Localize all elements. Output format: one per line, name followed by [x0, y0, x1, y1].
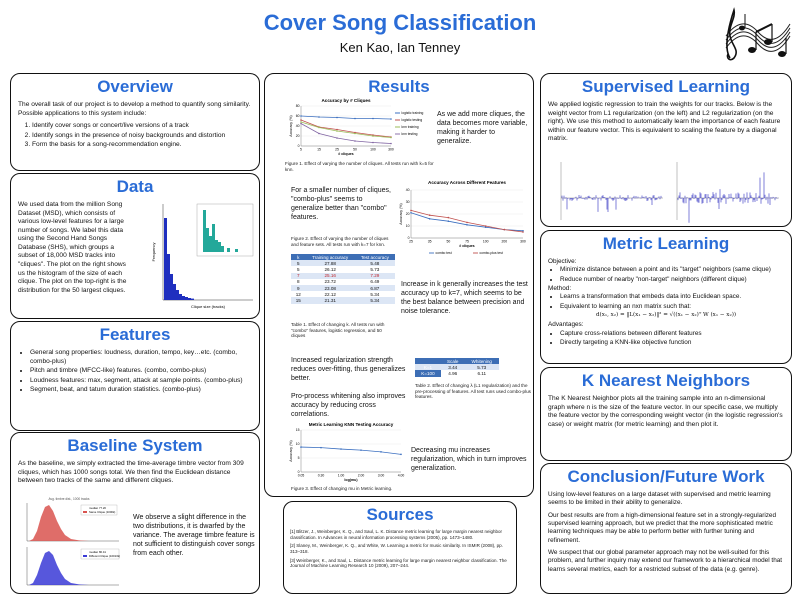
data-point	[300, 446, 302, 448]
table-cell: 5	[291, 260, 306, 266]
y-tick-label: 10	[405, 224, 410, 229]
list-item: • Minimize distance between a point and its "target" neighbors (same clique)	[560, 266, 784, 274]
chart-accuracy-by-cliques	[285, 96, 435, 160]
table-cell: K=100	[415, 370, 441, 376]
data-point	[318, 133, 320, 135]
table-cell: 5.34	[355, 297, 395, 303]
sources-heading: Sources	[366, 505, 434, 524]
supervised-panel	[540, 73, 792, 227]
table-cell: 7.29	[355, 273, 395, 279]
list-item: • Learns a transformation that embeds data into Euclidean space.	[560, 293, 784, 301]
table-cell: 5	[297, 266, 300, 272]
y-axis-label: Accuracy (%)	[289, 440, 293, 462]
x-tick-label: 15	[317, 147, 321, 152]
data-point	[448, 220, 450, 222]
supervised-text: We applied logistic regression to train the weights for our tracks. Below is the weight vector from L1 regularization (on the left) and L2 regularization (on the right). We use this method to automatically learn the importance of each feature within our feature vector. This is equivalent to scaling the feature by a diagonal matrix.	[548, 101, 781, 143]
table-cell: 3.44	[441, 364, 465, 370]
source-item: [3] Weinberger, K., and Saul, L. Distance metric learning for large margin nearest neighbor classification. The Journal of Machine Learning Research 10 (2009), 207–244.	[290, 557, 507, 569]
fig1-caption: Figure 1. Effect of varying the number of cliques. All tests run with k=5 for knn.	[285, 161, 434, 172]
legend-label: knn testing	[401, 132, 418, 136]
x-tick-label: 5	[300, 147, 302, 152]
x-tick-label: 35	[427, 239, 432, 244]
legend-label: logistic training	[401, 111, 424, 115]
data-point	[390, 143, 392, 145]
data-point	[380, 451, 382, 453]
conclusion-paragraph: Using low-level features on a large dataset with supervised and metric learning seems to be limited in their ability to generalize.	[548, 491, 771, 507]
poster-title: Cover Song Classification	[263, 10, 537, 35]
data-point	[410, 212, 412, 214]
list-item: 1. Identify cover songs or concert/live versions of a track	[32, 122, 252, 131]
data-point	[300, 121, 302, 123]
legend-label: logistic testing	[401, 118, 423, 122]
table-header: Scale	[441, 358, 465, 364]
features-list	[18, 349, 252, 395]
table-cell: 15	[291, 297, 306, 303]
table2-caption: Table 2. Effect of changing λ (L1 regularization) and the pre-processing of features. All test runs used combo-plus features.	[415, 383, 531, 400]
x-axis-label: # cliques	[459, 244, 475, 248]
data-point	[318, 127, 320, 129]
table-cell: 4.96	[448, 370, 458, 376]
table-cell: 5.73	[370, 266, 380, 272]
chart-metric-learning-knn	[285, 420, 407, 486]
fig3-note: Decreasing mu increases regularization, which in turn improves generalization.	[411, 447, 527, 473]
x-tick-label: 300	[388, 147, 394, 152]
x-tick-label: 0.30	[317, 473, 325, 478]
data-point	[372, 118, 374, 120]
table-cell: 22.12	[324, 291, 336, 297]
table-cell: 7	[291, 273, 306, 279]
conclusion-paragraph: Our best results are from a high-dimensional feature set in a strongly-regularized supervised learning approach, but we predict that the more sophisticated metric learning techniques may be able to perform better with further tuning and refinement.	[548, 511, 777, 544]
chart-accuracy-features	[395, 178, 533, 256]
baseline-plot-title: Avg. timbre dist., 1000 tracks	[48, 497, 90, 501]
table1-caption: Table 1. Effect of changing k. All tests run with "combo" features, logistic regression, and 50 cliques	[291, 322, 385, 339]
list-item: • Equivalent to learning an nxn matrix such that:	[560, 303, 784, 311]
y-tick-label: 20	[295, 134, 300, 139]
table-row	[291, 297, 395, 303]
y-axis-label: Accuracy (%)	[289, 115, 293, 137]
y-tick-label: 0	[407, 236, 410, 241]
data-point	[410, 210, 412, 212]
data-point	[504, 229, 506, 231]
timbre-distance-histogram	[19, 495, 123, 591]
objective-label: Objective:	[548, 258, 577, 265]
method-label: Method:	[548, 284, 572, 292]
baseline-panel	[10, 432, 260, 594]
chart-title: Accuracy by # Cliques	[321, 98, 371, 103]
data-point	[429, 218, 431, 220]
overview-list	[18, 122, 252, 150]
knn-text: The K Nearest Neighbor plots all the training sample into an n-dimensional graph where n is the size of the feature vector. In our specific case, we multiply the feature vector by the corresponding weight vector (in the logistic regression's case) or weight matrix (for metric learning) and then plot it.	[548, 395, 783, 428]
data-point	[318, 116, 320, 118]
music-notes-icon	[722, 6, 794, 66]
table-cell: 26.12	[324, 266, 336, 272]
table1-note: Increase in k generally increases the test accuracy up to k=7, which seems to be the best balance between precision and noise tolerance.	[401, 281, 528, 316]
table-cell: 6.11	[477, 370, 487, 376]
baseline-legend-diff: Different Clique (10013k)	[89, 554, 121, 558]
source-item: [2] Slaney, M., Weinberger, K. Q., and White, W. Learning a metric for music similarity. In ISMIR (2008), pp. 313–318.	[290, 543, 503, 554]
x-tick-label: 2.00	[357, 473, 365, 478]
y-tick-label: 60	[295, 114, 300, 119]
table1-container	[291, 254, 395, 304]
data-point	[320, 447, 322, 449]
data-point	[354, 118, 356, 120]
x-tick-label: 25	[409, 239, 413, 244]
x-axis-label: log(mu)	[344, 478, 358, 482]
data-point	[466, 222, 468, 224]
results-panel	[264, 73, 534, 497]
list-item: • General song properties: loudness, duration, tempo, key…etc. (combo, combo-plus)	[30, 349, 252, 366]
baseline-stat-diff: median 80.41	[89, 550, 106, 554]
reg-note-2: Pro-process whitening also improves accuracy by reducing cross correlations.	[291, 393, 406, 419]
legend-label: combo test	[435, 251, 452, 255]
data-point	[448, 217, 450, 219]
table-cell: 21.31	[306, 297, 355, 303]
y-tick-label: 15	[295, 428, 300, 433]
data-point	[429, 214, 431, 216]
y-tick-label: 40	[405, 188, 410, 193]
fig2-caption: Figure 2. Effect of varying the number of cliques and feature sets. All tests run with k=7 for knn.	[291, 236, 389, 247]
sources-panel	[283, 501, 517, 594]
table-row	[415, 370, 499, 376]
fig1-note: As we add more cliques, the data becomes more variable, making it harder to generalize.	[437, 111, 528, 146]
features-heading: Features	[99, 325, 171, 344]
overview-intro: The overall task of our project is to develop a method to quantify song similarity. Possible applications to this system include:	[18, 101, 251, 117]
y-tick-label: 5	[297, 456, 300, 461]
supervised-heading: Supervised Learning	[581, 77, 751, 96]
metric-formula: d(x₁, x₂) = ‖L(x₁ − x₂)‖² = √((x₁ − x₂)ᵀ W (x₁ − x₂))	[595, 311, 737, 318]
table-header: Whitening	[465, 358, 499, 364]
overview-panel	[10, 73, 260, 171]
hist-xlabel: Clique size (tracks)	[190, 304, 226, 309]
x-tick-label: 100	[482, 239, 489, 244]
knn-panel	[540, 367, 792, 461]
table-cell: 8	[297, 279, 300, 285]
baseline-text: As the baseline, we simply extracted the time-average timbre vector from 309 cliques, which has 1000 songs total. We then find the Euclidean distance between two tracks of the same and different cliques.	[18, 460, 244, 485]
data-point	[354, 133, 356, 135]
table-cell: 6.87	[355, 285, 395, 291]
data-point	[336, 130, 338, 132]
data-heading: Data	[116, 177, 154, 196]
x-tick-label: 50	[446, 239, 451, 244]
data-point	[340, 448, 342, 450]
source-item: [1] Blitzer, J., Weinberger, K. Q., and Saul, L. K. Distance metric learning for large margin nearest neighbor classification. In Advances in neural information processing systems (2005), pp. 1473–1480.	[290, 529, 503, 540]
regularization-table	[415, 358, 499, 377]
table-cell: K=1	[415, 364, 441, 370]
clique-size-histogram	[149, 196, 257, 316]
x-axis-label: # cliques	[338, 152, 354, 156]
data-point	[336, 117, 338, 119]
y-axis-label: Accuracy (%)	[399, 203, 403, 225]
chart-title: Accuracy Across Different Features	[428, 180, 506, 185]
y-tick-label: 10	[295, 442, 300, 447]
l2-weight-vector-plot	[673, 158, 781, 224]
plot-background	[557, 158, 665, 224]
x-tick-label: 1.00	[337, 473, 345, 478]
conclusion-heading: Conclusion/Future Work	[567, 467, 765, 486]
k-accuracy-table	[291, 254, 395, 304]
legend-label: knn training	[401, 125, 419, 129]
data-point	[300, 115, 302, 117]
list-item: • Segment, beat, and tatum duration statistics. (combo-plus)	[30, 386, 252, 395]
series-line	[301, 447, 401, 454]
baseline-legend-same: Same Clique (1000k)	[89, 510, 116, 514]
list-item: 3. Form the basis for a song-recommendation engine.	[32, 141, 252, 150]
series-line	[301, 120, 391, 137]
chart-title: Metric Learning KNN Testing Accuracy	[308, 422, 394, 427]
data-point	[300, 119, 302, 121]
x-tick-label: 100	[370, 147, 376, 152]
metric-heading: Metric Learning	[602, 234, 730, 253]
data-point	[360, 449, 362, 451]
y-tick-label: 80	[295, 104, 300, 109]
reg-note-1: Increased regularization strength reduces over-fitting, thus generalizes better.	[291, 357, 406, 383]
data-point	[400, 454, 402, 456]
list-item: • Pitch and timbre (MFCC-like) features. (combo, combo-plus)	[30, 367, 252, 376]
table-header: Test accuracy	[355, 254, 395, 260]
list-item: • Directly targeting a KNN-like objective function	[560, 339, 784, 347]
table-cell: 23.72	[324, 279, 336, 285]
legend-label: combo-plus test	[479, 251, 503, 255]
data-point	[522, 231, 524, 233]
hist-ylabel: Frequency	[151, 242, 156, 262]
data-point	[372, 142, 374, 144]
data-point	[372, 135, 374, 137]
list-item: • Reduce number of nearby "non-target" neighbors (different clique)	[560, 276, 784, 284]
y-tick-label: 40	[295, 124, 300, 129]
advantages-label: Advantages:	[548, 321, 584, 329]
data-point	[354, 140, 356, 142]
y-tick-label: 0	[297, 144, 300, 149]
knn-heading: K Nearest Neighbors	[581, 371, 751, 390]
data-panel	[10, 173, 260, 319]
overview-heading: Overview	[97, 77, 173, 96]
list-item: 2. Identify songs in the presence of noisy backgrounds and distortion	[32, 132, 252, 141]
x-tick-label: 200	[501, 239, 508, 244]
fig3-caption: Figure 3. Effect of changing mu in Metric learning.	[291, 486, 393, 491]
x-tick-label: 3.00	[377, 473, 385, 478]
conclusion-panel	[540, 463, 792, 594]
table-header: Training accuracy	[306, 254, 355, 260]
table-header: k	[291, 254, 306, 260]
baseline-heading: Baseline System	[67, 436, 203, 455]
table-cell: 12	[295, 291, 301, 297]
series-line	[411, 210, 523, 232]
y-tick-label: 20	[405, 212, 410, 217]
table-cell: 23.08	[306, 285, 355, 291]
table-cell: 5.73	[465, 364, 499, 370]
x-tick-label: 50	[353, 147, 357, 152]
conclusion-paragraph: We suspect that our global parameter approach may not be well-suited for this problem, and further inquiry may extend our framework to a hierarchical model that learns several metrics, each for a restricted subset of the data (e.g. genre).	[548, 548, 783, 573]
x-tick-label: 300	[520, 239, 526, 244]
table-cell: 5.34	[370, 291, 380, 297]
poster-authors: Ken Kao, Ian Tenney	[339, 40, 461, 55]
fig2-note: For a smaller number of cliques, "combo-plus" seems to generalize better than "combo" features.	[291, 187, 391, 222]
data-text: We used data from the million Song Dataset (MSD), which consists of various low-level features for a large number of songs. We label this data using the Second Hand Songs Database (SHS), which groups a subset of 18,000 MSD tracks into "cliques". The plot on the right shows us the histogram of the size of each clique. The plot on the top-right is the distribution for the 50 largest cliques.	[18, 201, 127, 294]
metric-panel	[540, 230, 792, 364]
data-point	[336, 129, 338, 131]
features-panel	[10, 321, 260, 431]
table2-container	[415, 358, 499, 377]
list-item: • Capture cross-relations between different features	[560, 330, 784, 338]
table-cell: 9	[291, 285, 306, 291]
table-cell: 6.49	[370, 279, 380, 285]
data-point	[300, 123, 302, 125]
data-point	[390, 137, 392, 139]
list-item: • Loudness features: max, segment, attack at sample points. (combo-plus)	[30, 377, 252, 386]
l1-weight-vector-plot	[557, 158, 665, 224]
baseline-stat-same: median 77.20	[89, 506, 106, 510]
y-tick-label: 0	[297, 470, 300, 475]
results-heading: Results	[368, 77, 430, 96]
table-cell: 27.88	[306, 260, 355, 266]
data-point	[485, 225, 487, 227]
data-point	[466, 224, 468, 226]
data-point	[390, 118, 392, 120]
x-tick-label: 0.05	[297, 473, 305, 478]
table-cell: 25.16	[306, 273, 355, 279]
x-tick-label: 25	[335, 147, 339, 152]
x-tick-label: 4.00	[397, 473, 405, 478]
table-cell: 5.48	[355, 260, 395, 266]
y-tick-label: 30	[405, 200, 410, 205]
baseline-note: We observe a slight difference in the two distributions, it is dwarfed by the variance. The average timbre feature is not sufficient to distinguish cover songs from each other.	[133, 514, 255, 558]
series-line	[301, 116, 391, 119]
data-point	[336, 137, 338, 139]
x-tick-label: 75	[465, 239, 469, 244]
